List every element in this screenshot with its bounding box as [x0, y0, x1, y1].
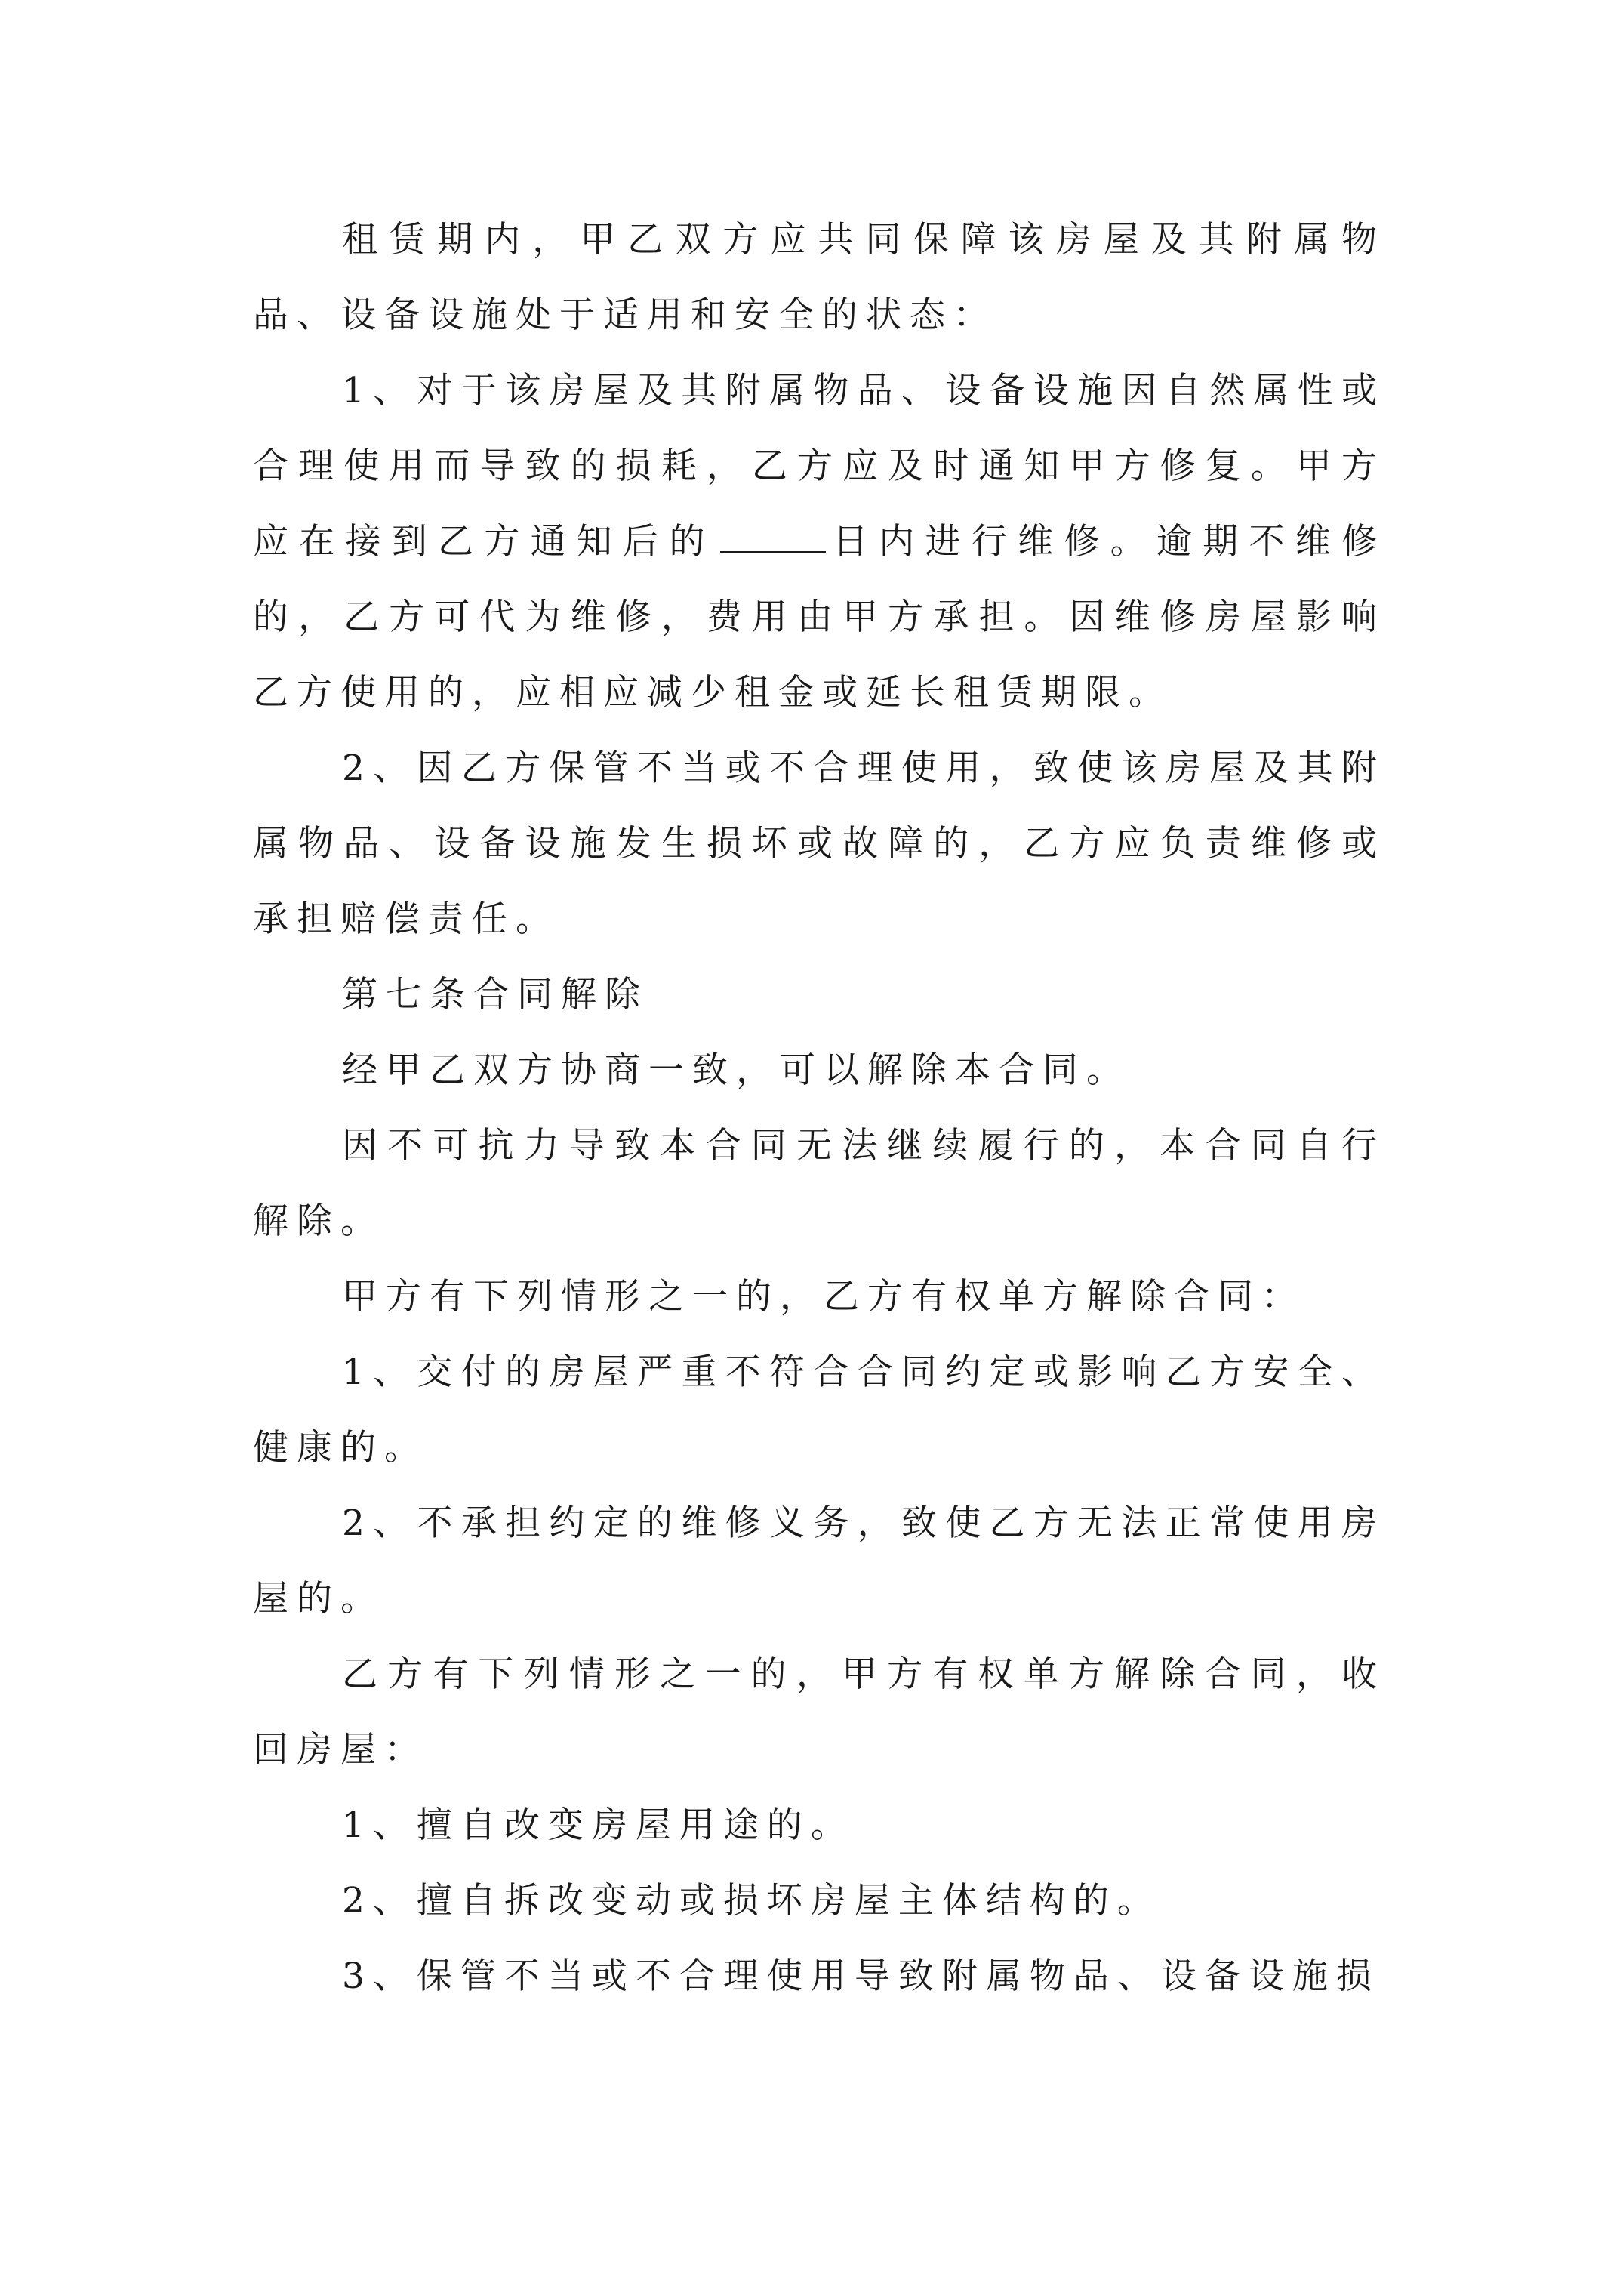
- paragraph-maintenance-intro: 租赁期内，甲乙双方应共同保障该房屋及其附属物品、设备设施处于适用和安全的状态：: [253, 219, 1385, 336]
- section-heading-article-7: 第七条合同解除: [342, 974, 648, 1015]
- paragraph-force-majeure: 因不可抗力导致本合同无法继续履行的，本合同自行解除。: [253, 1125, 1385, 1242]
- paragraph-lessee-condition-2: 2、擅自拆改变动或损坏房屋主体结构的。: [342, 1880, 1161, 1922]
- paragraph-lessor-condition-1: 1、交付的房屋严重不符合合同约定或影响乙方安全、健康的。: [253, 1351, 1385, 1469]
- paragraph-lessee-conditions-intro: 乙方有下列情形之一的，甲方有权单方解除合同，收回房屋：: [253, 1653, 1385, 1771]
- paragraph-mutual-termination: 经甲乙双方协商一致，可以解除本合同。: [342, 1049, 1130, 1091]
- paragraph-lessee-condition-3: 3、保管不当或不合理使用导致附属物品、设备设施损: [342, 1955, 1380, 1997]
- paragraph-lessor-conditions-intro: 甲方有下列情形之一的，乙方有权单方解除合同：: [342, 1276, 1305, 1318]
- paragraph-maintenance-item-2: 2、因乙方保管不当或不合理使用，致使该房屋及其附属物品、设备设施发生损坏或故障的，乙方应负责维修或承担赔偿责任。: [253, 747, 1385, 940]
- paragraph-text-after-blank: 日内进行维修。逾期不维修的，乙方可代为维修，费用由甲方承担。因维修房屋影响乙方使用的，应相应减少租金或延长租赁期限。: [253, 521, 1386, 713]
- paragraph-text-before-blank: 1、对于该房屋及其附属物品、设备设施因自然属性或合理使用而导致的损耗，乙方应及时通知甲方修复。甲方应在接到乙方通知后的: [253, 370, 1385, 562]
- document-body: [253, 202, 1385, 2014]
- paragraph-lessee-condition-1: 1、擅自改变房屋用途的。: [342, 1804, 855, 1846]
- paragraph-maintenance-item-1: [253, 353, 1385, 731]
- fill-in-blank-days: [720, 518, 826, 553]
- paragraph-lessor-condition-2: 2、不承担约定的维修义务，致使乙方无法正常使用房屋的。: [253, 1502, 1385, 1620]
